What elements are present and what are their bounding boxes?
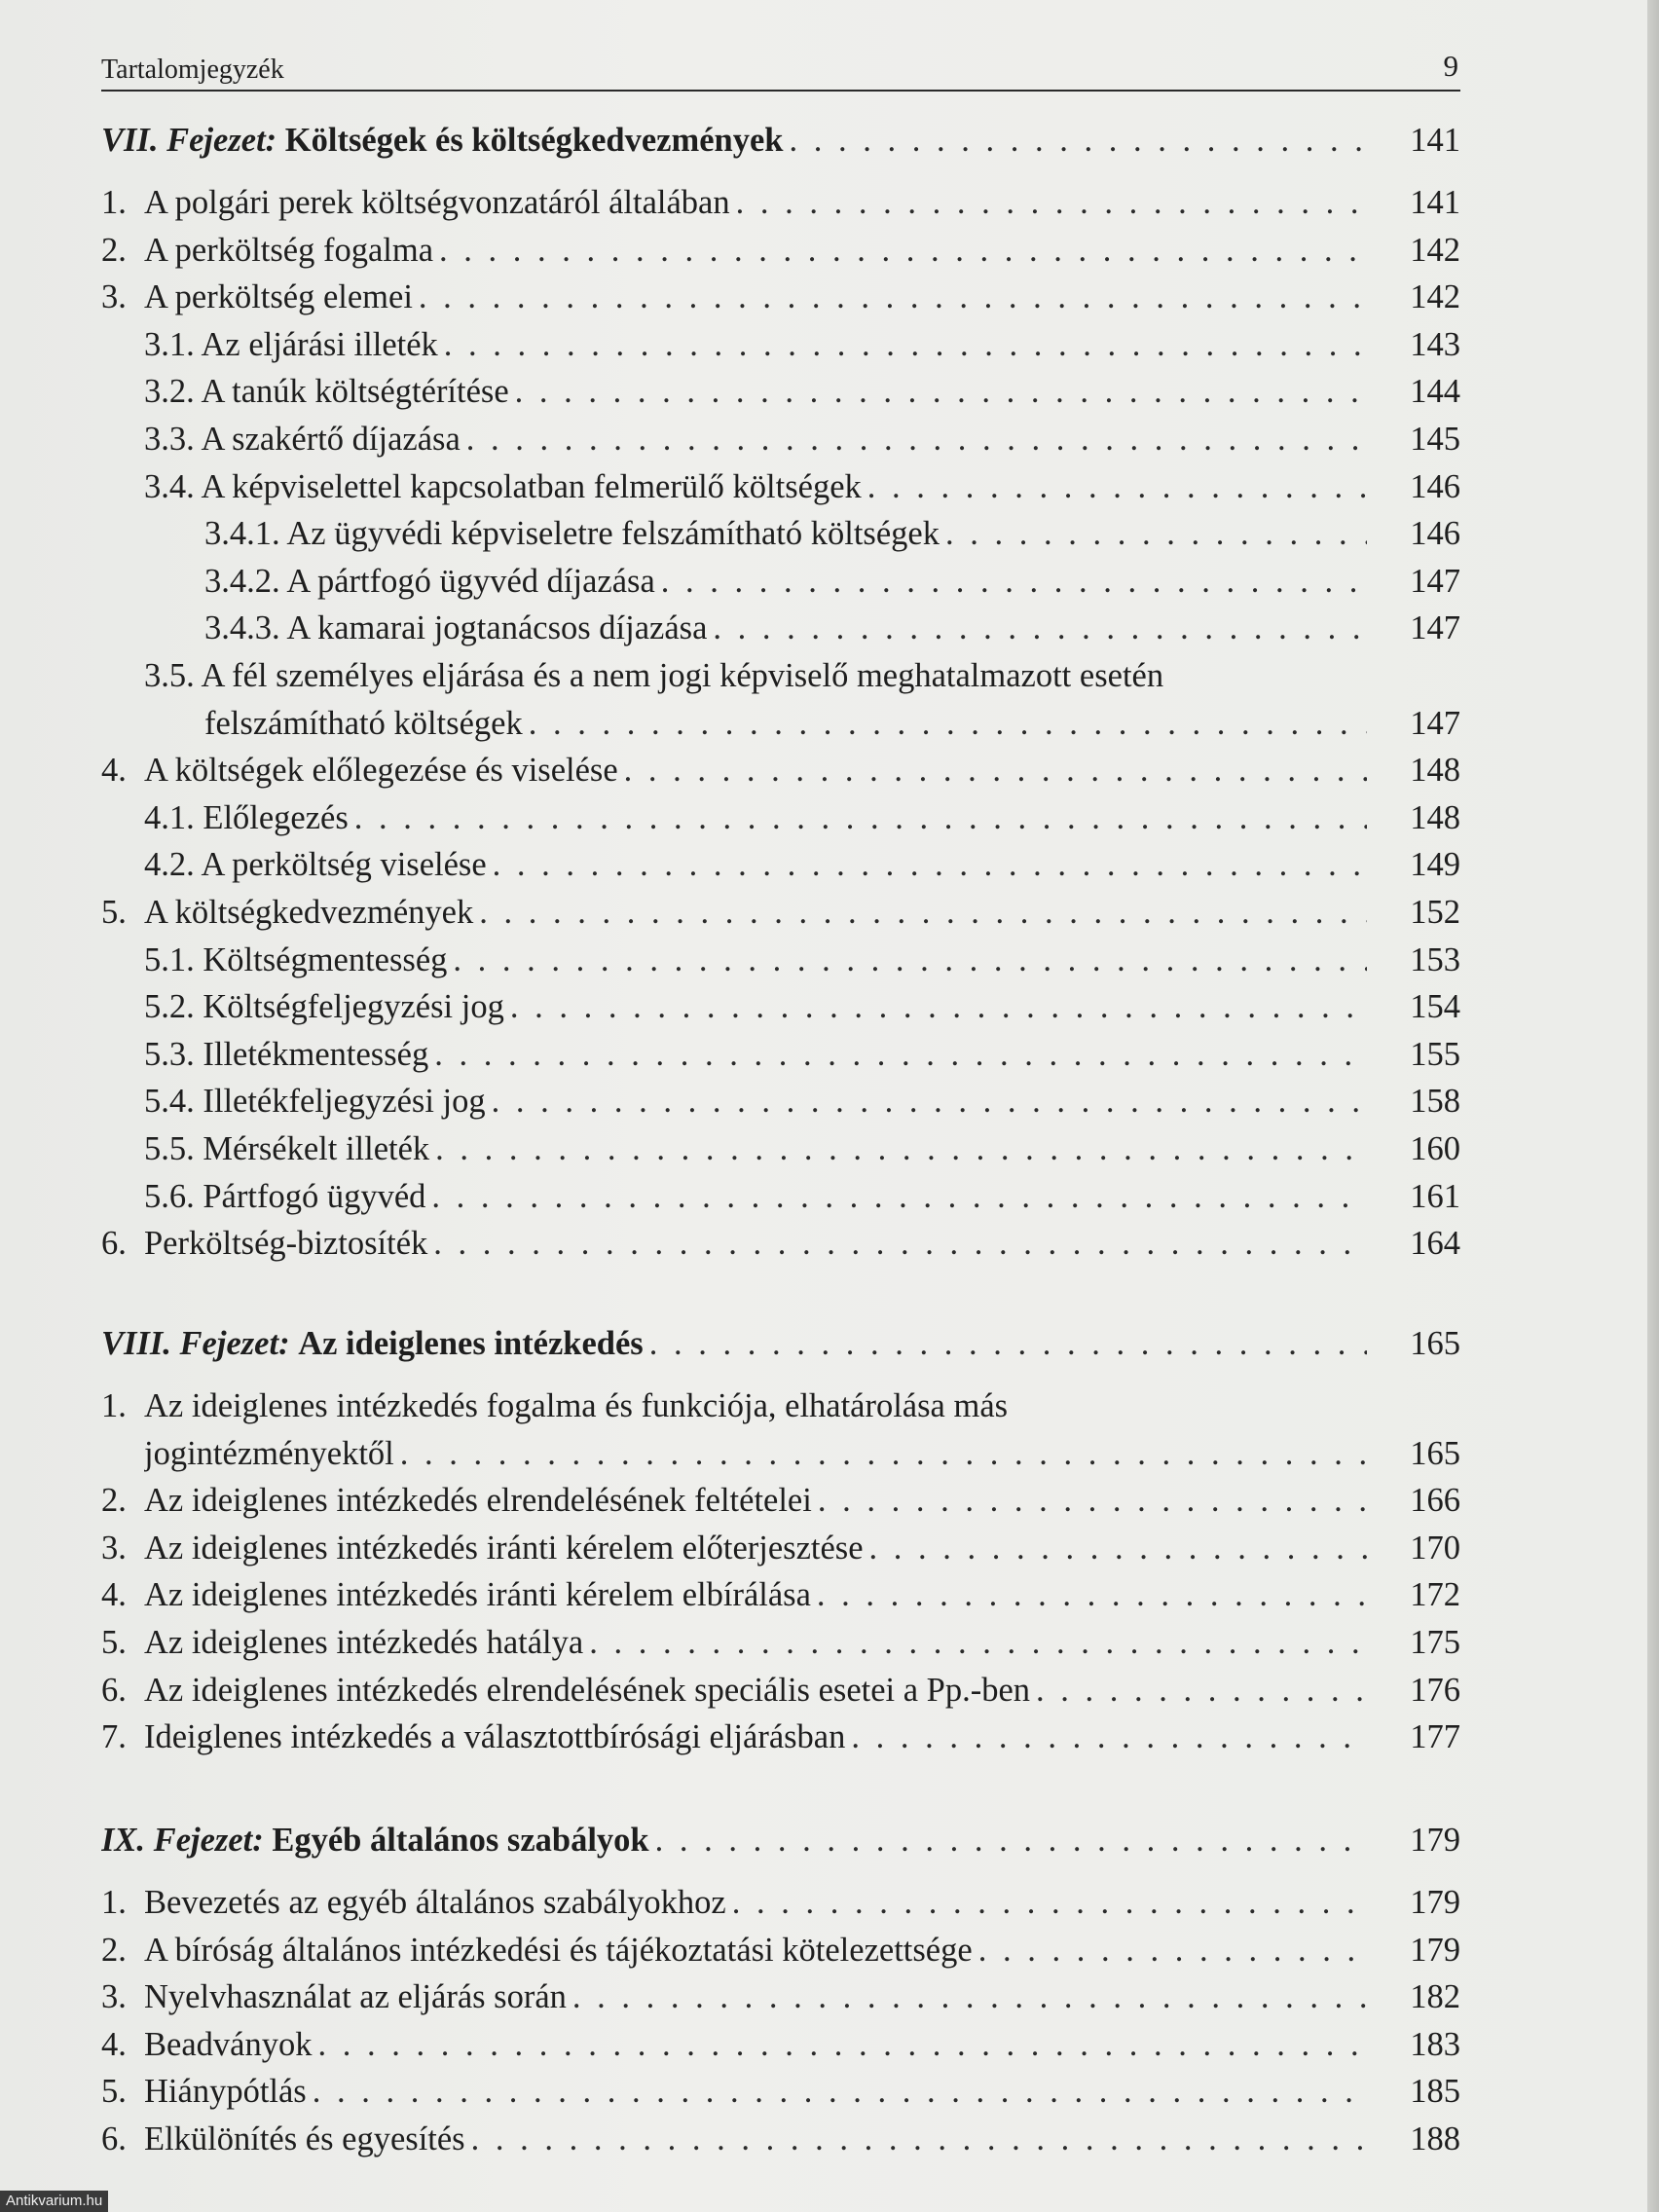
dot-leader <box>862 465 1367 508</box>
entry-page-number: 144 <box>1410 373 1460 410</box>
entry-title: Az ideiglenes intézkedés iránti kérelem elbírálása <box>144 1576 811 1613</box>
entry-title: 3.1. Az eljárási illeték <box>144 326 438 363</box>
entry-page-number: 170 <box>1410 1530 1460 1567</box>
entry-title: Az ideiglenes intézkedés hatálya <box>144 1624 584 1661</box>
dot-leader <box>940 512 1367 555</box>
entry-number: 5. <box>101 2073 127 2110</box>
entry-page-number: 147 <box>1410 563 1460 600</box>
entry-number: 5. <box>101 894 127 931</box>
entry-page-number: 182 <box>1410 1978 1460 2015</box>
dot-leader <box>811 1573 1367 1616</box>
entry-page-number: 154 <box>1410 988 1460 1025</box>
entry-number: 2. <box>101 1482 127 1519</box>
entry-title: 3.5. A fél személyes eljárása és a nem jogi képviselő meghatalmazott esetén <box>144 657 1164 694</box>
dot-leader <box>307 2070 1367 2113</box>
toc-entry <box>0 370 1659 413</box>
toc-entry <box>0 229 1659 272</box>
entry-title: A bíróság általános intézkedési és tájékoztatási kötelezettsége <box>144 1932 973 1969</box>
dot-leader <box>429 1127 1367 1170</box>
entry-page-number: 188 <box>1410 2120 1460 2157</box>
entry-page-number: 179 <box>1410 1884 1460 1921</box>
entry-page-number: 165 <box>1410 1435 1460 1472</box>
toc-entry <box>0 2023 1659 2066</box>
chapter-title: Költségek és költségkedvezmények <box>284 122 784 159</box>
dot-leader <box>864 1527 1367 1569</box>
entry-title: Az ideiglenes intézkedés elrendelésének speciális esetei a Pp.-ben <box>144 1672 1031 1709</box>
entry-number: 7. <box>101 1718 127 1755</box>
toc-entry <box>0 512 1659 555</box>
entry-title: Ideiglenes intézkedés a választottbírósági eljárásban <box>144 1718 846 1755</box>
entry-page-number: 183 <box>1410 2026 1460 2063</box>
entry-title: Elkülönítés és egyesítés <box>144 2120 465 2157</box>
dot-leader <box>427 1222 1367 1265</box>
toc-chapter-heading <box>0 1322 1659 1365</box>
entry-title: 3.4.1. Az ügyvédi képviseletre felszámítható költségek <box>204 515 940 552</box>
entry-page-number: 148 <box>1410 752 1460 789</box>
entry-page-number: 141 <box>1410 184 1460 221</box>
entry-page-number: 153 <box>1410 941 1460 978</box>
dot-leader <box>707 607 1367 649</box>
dot-leader <box>438 323 1367 366</box>
entry-title: A költségkedvezmények <box>144 894 474 931</box>
toc-entry <box>0 1975 1659 2018</box>
entry-title: A perköltség fogalma <box>144 232 434 269</box>
entry-number: 5. <box>101 1624 127 1661</box>
entry-title: 5.6. Pártfogó ügyvéd <box>144 1178 426 1215</box>
dot-leader <box>486 1080 1367 1123</box>
toc-entry <box>0 985 1659 1028</box>
chapter-page-number: 165 <box>1410 1325 1460 1362</box>
entry-title: 3.4. A képviselettel kapcsolatban felmerülő költségek <box>144 468 862 505</box>
dot-leader <box>973 1929 1367 1972</box>
toc-entry <box>0 1573 1659 1616</box>
chapter-label: VIII. Fejezet: <box>101 1325 290 1362</box>
dot-leader <box>473 891 1367 934</box>
entry-number: 4. <box>101 2026 127 2063</box>
entry-page-number: 142 <box>1410 232 1460 269</box>
entry-title: 5.5. Mérsékelt illeték <box>144 1130 430 1167</box>
entry-page-number: 175 <box>1410 1624 1460 1661</box>
entry-number: 6. <box>101 2120 127 2157</box>
toc-entry <box>0 1527 1659 1569</box>
toc-entry <box>0 1621 1659 1664</box>
entry-page-number: 164 <box>1410 1225 1460 1262</box>
entry-number: 1. <box>101 1387 127 1424</box>
entry-title: 5.3. Illetékmentesség <box>144 1036 429 1073</box>
entry-number: 4. <box>101 1576 127 1613</box>
entry-number: 4. <box>101 752 127 789</box>
entry-title: Bevezetés az egyéb általános szabályokhoz <box>144 1884 726 1921</box>
toc-entry <box>0 418 1659 461</box>
toc-entry <box>0 1929 1659 1972</box>
toc-entry <box>0 1881 1659 1924</box>
dot-leader <box>413 276 1367 318</box>
dot-leader <box>465 2118 1367 2160</box>
entry-number: 2. <box>101 1932 127 1969</box>
entry-title: 4.1. Előlegezés <box>144 799 349 836</box>
dot-leader <box>618 749 1367 792</box>
entry-number: 3. <box>101 1530 127 1567</box>
entry-page-number: 158 <box>1410 1083 1460 1120</box>
dot-leader <box>649 1819 1367 1862</box>
page-number: 9 <box>1443 49 1458 83</box>
toc-entry <box>0 1127 1659 1170</box>
toc-entry <box>0 560 1659 603</box>
dot-leader <box>644 1322 1367 1365</box>
toc-entry <box>0 323 1659 366</box>
toc-entry <box>0 2118 1659 2160</box>
dot-leader <box>447 939 1367 981</box>
entry-page-number: 147 <box>1410 609 1460 646</box>
entry-number: 2. <box>101 232 127 269</box>
entry-page-number: 143 <box>1410 326 1460 363</box>
entry-title: 5.4. Illetékfeljegyzési jog <box>144 1083 486 1120</box>
dot-leader <box>504 985 1367 1028</box>
entry-page-number: 160 <box>1410 1130 1460 1167</box>
toc-chapter-heading <box>0 119 1659 162</box>
chapter-label: IX. Fejezet: <box>101 1822 264 1859</box>
toc-entry <box>0 1479 1659 1522</box>
entry-title: A polgári perek költségvonzatáról általában <box>144 184 730 221</box>
entry-page-number: 152 <box>1410 894 1460 931</box>
chapter-title: Egyéb általános szabályok <box>272 1822 649 1859</box>
entry-title: Az ideiglenes intézkedés elrendelésének feltételei <box>144 1482 812 1519</box>
entry-number: 3. <box>101 1978 127 2015</box>
dot-leader <box>425 1175 1367 1218</box>
toc-entry <box>0 1080 1659 1123</box>
entry-page-number: 177 <box>1410 1718 1460 1755</box>
dot-leader <box>1030 1669 1367 1712</box>
toc-entry <box>0 891 1659 934</box>
dot-leader <box>726 1881 1367 1924</box>
toc-entry <box>0 796 1659 839</box>
entry-page-number: 147 <box>1410 705 1460 742</box>
toc-entry <box>0 2070 1659 2113</box>
toc-entry <box>0 1432 1659 1475</box>
entry-number: 6. <box>101 1672 127 1709</box>
entry-page-number: 166 <box>1410 1482 1460 1519</box>
entry-title: Az ideiglenes intézkedés iránti kérelem előterjesztése <box>144 1530 864 1567</box>
entry-title: 3.4.2. A pártfogó ügyvéd díjazása <box>204 563 655 600</box>
entry-number: 1. <box>101 1884 127 1921</box>
toc-entry <box>0 702 1659 745</box>
dot-leader <box>509 370 1367 413</box>
entry-title: A költségek előlegezése és viselése <box>144 752 618 789</box>
entry-page-number: 155 <box>1410 1036 1460 1073</box>
entry-page-number: 142 <box>1410 278 1460 315</box>
dot-leader <box>783 119 1367 162</box>
dot-leader <box>812 1479 1367 1522</box>
toc-entry <box>0 843 1659 886</box>
entry-title: 5.2. Költségfeljegyzési jog <box>144 988 504 1025</box>
dot-leader <box>655 560 1367 603</box>
toc-entry <box>0 607 1659 649</box>
dot-leader <box>845 1715 1367 1758</box>
entry-number: 3. <box>101 278 127 315</box>
entry-number: 1. <box>101 184 127 221</box>
entry-title: 5.1. Költségmentesség <box>144 941 448 978</box>
toc-entry <box>0 939 1659 981</box>
chapter-page-number: 141 <box>1410 122 1460 159</box>
entry-page-number: 172 <box>1410 1576 1460 1613</box>
entry-number: 6. <box>101 1225 127 1262</box>
entry-title: Perköltség-biztosíték <box>144 1225 428 1262</box>
dot-leader <box>349 796 1367 839</box>
entry-title: A perköltség elemei <box>144 278 413 315</box>
entry-title: felszámítható költségek <box>204 705 523 742</box>
dot-leader <box>523 702 1367 745</box>
toc-chapter-heading <box>0 1819 1659 1862</box>
dot-leader <box>428 1033 1367 1076</box>
dot-leader <box>312 2023 1367 2066</box>
toc-entry <box>0 181 1659 224</box>
entry-page-number: 185 <box>1410 2073 1460 2110</box>
toc-entry <box>0 465 1659 508</box>
dot-leader <box>730 181 1367 224</box>
toc-entry <box>0 1715 1659 1758</box>
entry-page-number: 146 <box>1410 468 1460 505</box>
toc-entry <box>0 1669 1659 1712</box>
entry-page-number: 145 <box>1410 421 1460 458</box>
toc-entry <box>0 1033 1659 1076</box>
dot-leader <box>487 843 1367 886</box>
toc-entry <box>0 1222 1659 1265</box>
entry-page-number: 149 <box>1410 846 1460 883</box>
entry-title: 3.3. A szakértő díjazása <box>144 421 461 458</box>
entry-page-number: 146 <box>1410 515 1460 552</box>
entry-title: Az ideiglenes intézkedés fogalma és funkciója, elhatárolása más <box>144 1387 1009 1424</box>
watermark: Antikvarium.hu <box>0 2191 108 2212</box>
entry-title: Beadványok <box>144 2026 313 2063</box>
dot-leader <box>567 1975 1367 2018</box>
entry-title: Nyelvhasználat az eljárás során <box>144 1978 567 2015</box>
entry-title: 4.2. A perköltség viselése <box>144 846 487 883</box>
entry-page-number: 161 <box>1410 1178 1460 1215</box>
entry-page-number: 176 <box>1410 1672 1460 1709</box>
entry-title: 3.2. A tanúk költségtérítése <box>144 373 509 410</box>
chapter-label: VII. Fejezet: <box>101 122 277 159</box>
dot-leader <box>583 1621 1367 1664</box>
entry-page-number: 179 <box>1410 1932 1460 1969</box>
entry-title: 3.4.3. A kamarai jogtanácsos díjazása <box>204 609 708 646</box>
entry-title: jogintézményektől <box>144 1435 394 1472</box>
dot-leader <box>394 1432 1367 1475</box>
running-head: Tartalomjegyzék <box>101 55 284 85</box>
toc-entry <box>0 1175 1659 1218</box>
toc-entry <box>0 1384 1659 1427</box>
entry-title: Hiánypótlás <box>144 2073 307 2110</box>
entry-page-number: 148 <box>1410 799 1460 836</box>
dot-leader <box>461 418 1367 461</box>
chapter-title: Az ideiglenes intézkedés <box>298 1325 644 1362</box>
chapter-page-number: 179 <box>1410 1822 1460 1859</box>
dot-leader <box>433 229 1367 272</box>
toc-entry <box>0 276 1659 318</box>
toc-entry <box>0 654 1659 697</box>
toc-entry <box>0 749 1659 792</box>
